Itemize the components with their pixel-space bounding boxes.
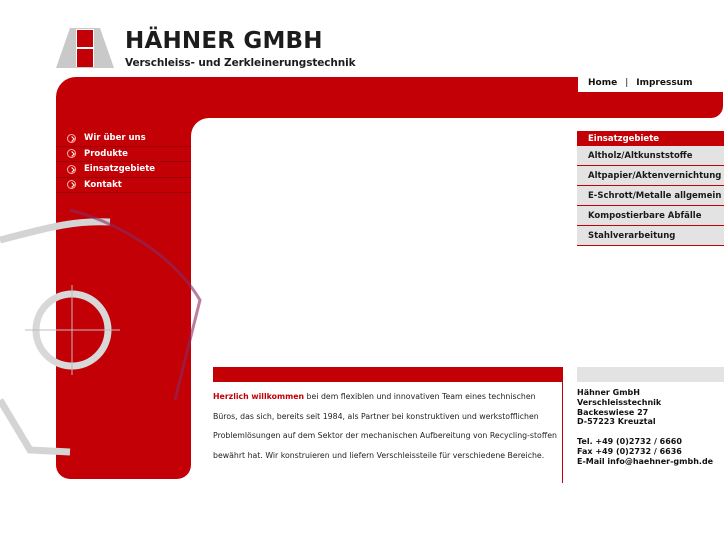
address-city: D-57223 Kreuztal — [577, 417, 656, 427]
company-logo[interactable] — [56, 28, 356, 70]
frame-corner — [191, 118, 211, 138]
top-navigation — [578, 75, 727, 91]
address-spacer — [577, 427, 725, 437]
menu-item-produkte[interactable] — [56, 147, 191, 163]
menu-item-label: Produkte — [84, 148, 128, 159]
menu-item-label: Einsatzgebiete — [84, 164, 156, 175]
contact-address — [577, 388, 725, 467]
circle-arrow-icon — [67, 149, 76, 158]
content-divider — [562, 382, 563, 483]
submenu-item-altholz[interactable]: Altholz/Altkunststoffe — [577, 146, 724, 166]
content-header-bar — [213, 367, 563, 382]
circle-arrow-icon — [67, 180, 76, 189]
circle-arrow-icon — [67, 134, 76, 143]
circle-arrow-icon — [67, 165, 76, 174]
logo-title: HÄHNER GMBH — [125, 28, 323, 54]
logo-subtitle: Verschleiss- und Zerkleinerungstechnik — [125, 57, 356, 69]
submenu-item-e-schrott[interactable]: E-Schrott/Metalle allgemein — [577, 186, 724, 206]
submenu-heading: Einsatzgebiete — [577, 131, 724, 146]
welcome-highlight: Herzlich willkommen — [213, 392, 305, 401]
address-company: Hähner GmbH — [577, 388, 640, 397]
einsatzgebiete-submenu — [577, 131, 724, 246]
menu-item-wir-ueber-uns[interactable] — [56, 131, 191, 147]
welcome-text — [213, 387, 559, 465]
nav-separator: | — [625, 78, 629, 88]
nav-home-link[interactable]: Home — [588, 78, 618, 88]
address-street: Backeswiese 27 — [577, 407, 649, 417]
logo-mark-icon — [56, 28, 114, 68]
address-tel: Tel. +49 (0)2732 / 6660 — [577, 437, 682, 447]
address-email[interactable]: E-Mail info@haehner-gmbh.de — [577, 456, 714, 466]
submenu-item-stahl[interactable]: Stahlverarbeitung — [577, 226, 724, 246]
menu-item-einsatzgebiete[interactable] — [56, 162, 191, 178]
main-menu — [56, 131, 191, 193]
menu-item-label: Wir über uns — [84, 133, 146, 144]
menu-item-kontakt[interactable] — [56, 178, 191, 194]
menu-item-label: Kontakt — [84, 179, 122, 190]
address-division: Verschleisstechnik — [577, 397, 662, 407]
submenu-item-altpapier[interactable]: Altpapier/Aktenvernichtung — [577, 166, 724, 186]
nav-impressum-link[interactable]: Impressum — [636, 78, 693, 88]
submenu-item-kompost[interactable]: Kompostierbare Abfälle — [577, 206, 724, 226]
welcome-body: bei dem flexiblen und innovativen Team eines technischen Büros, das sich, bereits seit 1984, als Partner bei konstruktiven und werkstofflichen Problemlösungen auf dem Sektor der mechanischen Aufbereitung von Recycling-stoffen bewährt hat. Wir konstruieren und liefern Verschleissteile für verschiedene Bereiche. — [213, 392, 557, 460]
address-fax: Fax +49 (0)2732 / 6636 — [577, 446, 682, 456]
address-header-bar — [577, 367, 724, 382]
